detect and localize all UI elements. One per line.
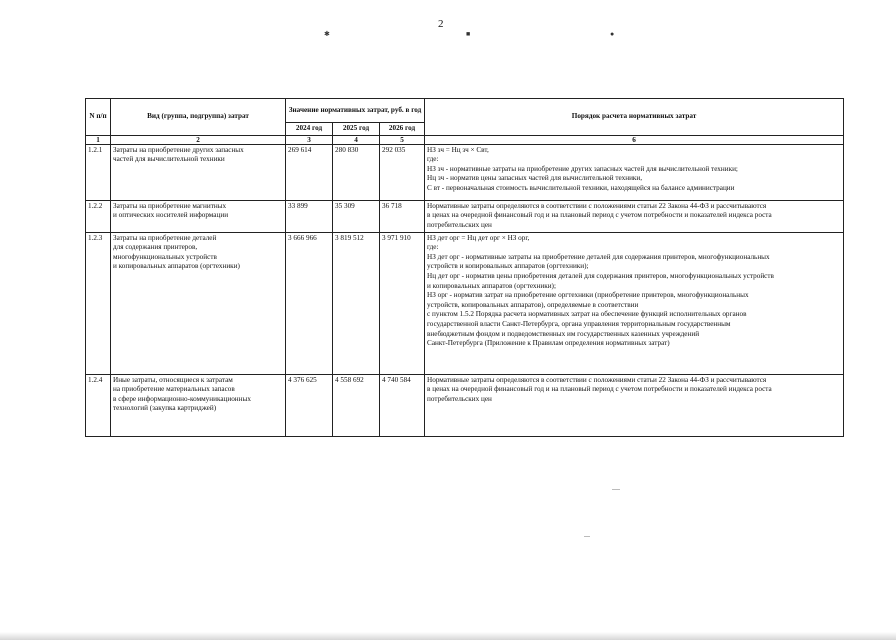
method-line: Санкт-Петербурга (Приложение к Правилам определения нормативных затрат) [427,339,670,348]
method-line: Нормативные затраты определяются в соответствии с положениями статьи 22 Закона 44-ФЗ и рассчитываются [427,201,767,210]
cost-kind-cell [111,232,286,374]
method-line: государственной власти Санкт-Петербурга, органа управления территориальным государственным [427,319,731,328]
scan-noise [584,536,590,537]
method-line: устройств, копировальных аппаратов), определяемые в соответствии [427,300,639,309]
method-line: НЗ зч = Нц зч × Свт, [427,145,489,154]
cost-kind-cell [111,200,286,232]
cost-kind-line: Затраты на приобретение деталей [113,233,217,242]
cost-kind-line: Затраты на приобретение других запасных [113,145,244,154]
method-line: НЗ дет орг = Нц дет орг × НЗ орг, [427,233,530,242]
header-year-2024: 2024 год [286,123,333,136]
header-num: N п/п [86,99,111,136]
method-line: и копировальных аппаратов (оргтехники); [427,281,556,290]
calc-method-cell [425,232,844,374]
header-cost-kind: Вид (группа, подгруппа) затрат [111,99,286,136]
method-line: Нормативные затраты определяются в соответствии с положениями статьи 22 Закона 44-ФЗ и рассчитываются [427,375,767,384]
method-line: НЗ зч - нормативные затраты на приобретение других запасных частей для вычислительной техники; [427,164,738,173]
value-2024: 33 899 [286,200,333,232]
value-2026: 292 035 [380,144,425,200]
calc-method-cell [425,144,844,200]
method-line: Нц зч - норматив цены запасных частей для вычислительной техники, [427,174,643,183]
method-line: в ценах на очередной финансовый год и на плановый период с учетом потребности и показателей индекса роста [427,211,772,220]
header-year-2026: 2026 год [380,123,425,136]
column-numbers-row [86,135,844,144]
cost-kind-line: Затраты на приобретение магнитных [113,201,227,210]
cost-kind-line: для содержания принтеров, [113,243,198,252]
scan-noise [612,489,620,490]
method-line: потребительских цен [427,394,492,403]
cost-kind-line: в сфере информационно-коммуникационных [113,394,251,403]
value-2025: 3 819 512 [333,232,380,374]
header-year-2025: 2025 год [333,123,380,136]
value-2025: 4 558 692 [333,374,380,436]
method-line: НЗ орг - норматив затрат на приобретение оргтехники (приобретение принтеров, многофункциональных [427,291,749,300]
cost-kind-line: на приобретение материальных запасов [113,385,235,394]
cost-kind-cell [111,374,286,436]
value-2026: 36 718 [380,200,425,232]
header-calc-method: Порядок расчета нормативных затрат [425,99,844,136]
header-values-group: Значение нормативных затрат, руб. в год [286,99,425,123]
column-number: 2 [111,135,286,144]
method-line: в ценах на очередной финансовый год и на плановый период с учетом потребности и показателей индекса роста [427,385,772,394]
method-line: устройств и копировальных аппаратов (оргтехники); [427,262,589,271]
method-line: потребительских цен [427,220,492,229]
cost-kind-line: и оптических носителей информации [113,211,229,220]
column-number: 1 [86,135,111,144]
value-2025: 35 309 [333,200,380,232]
normative-costs-table [85,98,844,437]
scan-speck: ■ [466,30,471,38]
value-2024: 269 614 [286,144,333,200]
method-line: С вт - первоначальная стоимость вычислительной техники, находящейся на балансе администрации [427,183,735,192]
row-num: 1.2.4 [86,374,111,436]
method-line: где: [427,155,439,164]
table-row [86,200,844,232]
cost-kind-line: частей для вычислительной техники [113,155,225,164]
method-line: с пунктом 1.5.2 Порядка расчета нормативных затрат на обеспечение функций исполнительных органов [427,310,747,319]
column-number: 6 [425,135,844,144]
row-num: 1.2.1 [86,144,111,200]
calc-method-cell [425,200,844,232]
method-line: НЗ дет орг - нормативные затраты на приобретение деталей для содержания принтеров, многофункциональных [427,252,770,261]
column-number: 3 [286,135,333,144]
value-2024: 4 376 625 [286,374,333,436]
table-row [86,374,844,436]
value-2026: 4 740 584 [380,374,425,436]
cost-kind-line: и копировальных аппаратов (оргтехники) [113,262,240,271]
value-2025: 280 830 [333,144,380,200]
scan-speck: ● [610,30,615,38]
method-line: где: [427,243,439,252]
column-number: 4 [333,135,380,144]
table-row [86,144,844,200]
row-num: 1.2.2 [86,200,111,232]
cost-kind-line: Иные затраты, относящиеся к затратам [113,375,233,384]
row-num: 1.2.3 [86,232,111,374]
method-line: внебюджетным фондом и подведомственных им государственных казенных учреждений [427,329,700,338]
cost-kind-cell [111,144,286,200]
scan-speck: ✱ [324,30,330,38]
page-number: 2 [438,18,444,30]
cost-kind-line: многофункциональных устройств [113,252,217,261]
value-2026: 3 971 910 [380,232,425,374]
calc-method-cell [425,374,844,436]
value-2024: 3 666 966 [286,232,333,374]
scan-bottom-edge [0,632,896,640]
method-line: Нц дет орг - норматив цены приобретения деталей для содержания принтеров, многофункциональных устройств [427,271,774,280]
column-number: 5 [380,135,425,144]
table-row [86,232,844,374]
cost-kind-line: технологий (закупка картриджей) [113,404,217,413]
